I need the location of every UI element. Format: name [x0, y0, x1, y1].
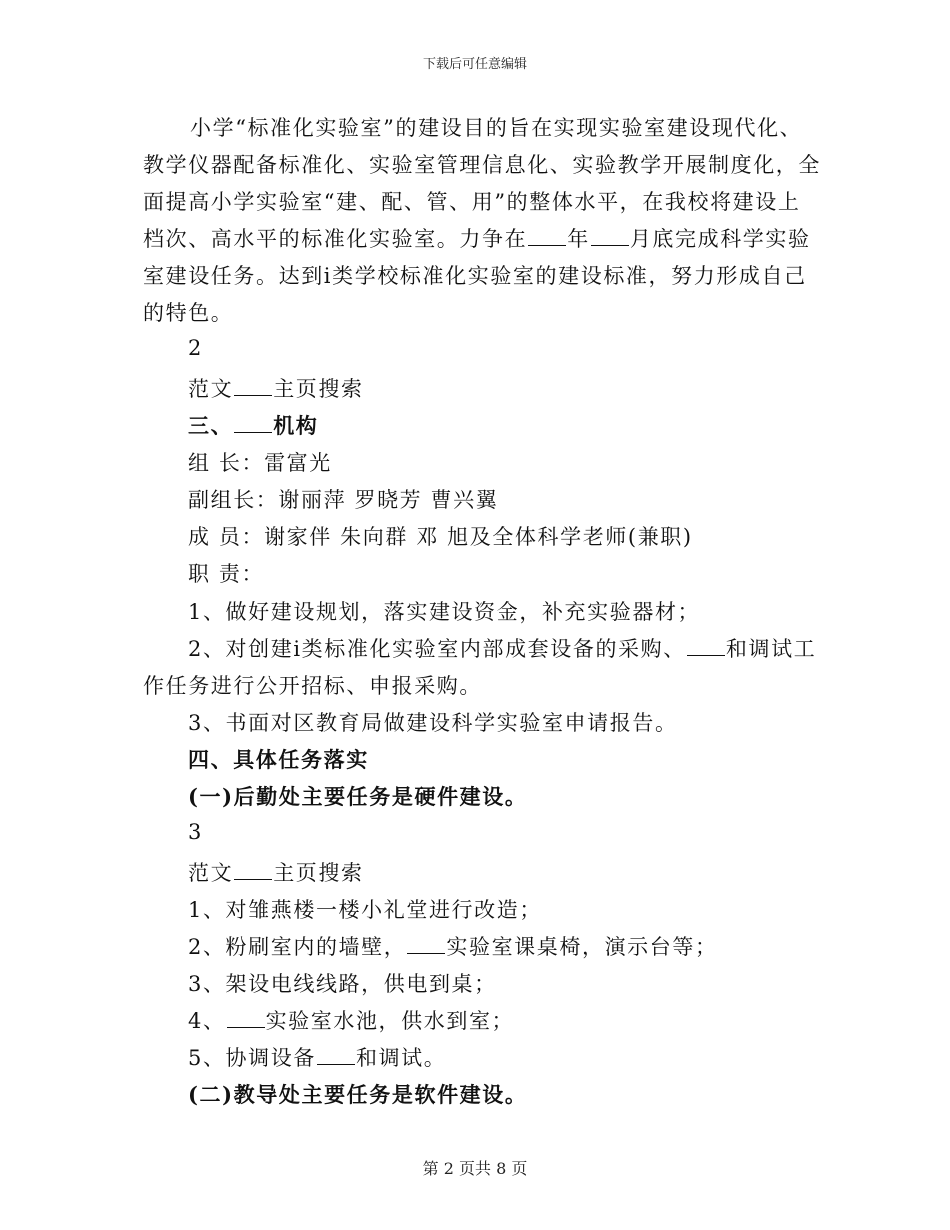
section-3-heading: [188, 410, 318, 440]
blank-duty-2: [687, 637, 725, 656]
search-label-2: 主页搜索: [273, 861, 364, 885]
duty-1: 1、做好建设规划，落实建设资金，补充实验器材；: [188, 600, 701, 624]
task-2-part-b: 实验室课桌椅，演示台等；: [446, 935, 718, 959]
intro-line-6: 的特色。: [143, 301, 234, 325]
page-marker-search: [188, 373, 364, 403]
intro-line-1: 小学“标准化实验室”的建设目的旨在实现实验室建设现代化、: [190, 116, 803, 140]
blank-month: [591, 227, 629, 246]
intro-line-4-part-a: 档次、高水平的标准化实验室。力争在: [143, 227, 528, 251]
members-line: 成 员：谢家伴 朱向群 邓 旭及全体科学老师(兼职): [188, 525, 693, 549]
blank-year: [528, 227, 566, 246]
blank-search-2: [234, 861, 272, 880]
subsection-1-heading: (一)后勤处主要任务是硬件建设。: [188, 784, 528, 809]
blank-section-3: [234, 414, 272, 433]
page-footer: 第 2 页共 8 页: [422, 1159, 528, 1178]
task-3: 3、架设电线线路，供电到桌；: [188, 972, 497, 996]
task-2: [188, 931, 718, 961]
task-4: [188, 1005, 514, 1035]
subsection-2-heading: (二)教导处主要任务是软件建设。: [188, 1082, 528, 1107]
section-3-prefix: 三、: [188, 413, 234, 438]
deputy-line: 副组长：谢丽萍 罗晓芳 曹兴翼: [188, 488, 499, 512]
fanwen-label-2: 范文: [188, 861, 234, 885]
duty-2-part-b: 和调试工: [725, 637, 817, 661]
task-5-part-b: 和调试。: [355, 1046, 447, 1070]
fanwen-label: 范文: [188, 377, 234, 401]
duty-2: [188, 633, 816, 663]
duties-label: 职 责：: [188, 562, 265, 586]
blank-task-2: [407, 935, 445, 954]
duty-2-part-a: 2、对创建ⅰ类标准化实验室内部成套设备的采购、: [188, 637, 686, 661]
blank-task-4: [227, 1009, 265, 1028]
intro-line-4-part-c: 月底完成科学实验: [629, 227, 811, 251]
task-4-part-b: 实验室水池，供水到室；: [265, 1009, 515, 1033]
section-4-heading: 四、具体任务落实: [188, 747, 369, 772]
intro-line-3: 面提高小学实验室“建、配、管、用”的整体水平，在我校将建设上: [143, 190, 801, 214]
section-3-title: 机构: [273, 413, 319, 438]
intro-line-4: [143, 223, 811, 253]
intro-line-4-part-b: 年: [567, 227, 590, 251]
task-4-part-a: 4、: [188, 1009, 226, 1033]
page-marker-search-2: [188, 857, 364, 887]
page-marker-number: 2: [188, 336, 203, 360]
intro-line-2: 教学仪器配备标准化、实验室管理信息化、实验教学开展制度化，全: [143, 153, 821, 177]
page-header: 下载后可任意编辑: [422, 57, 527, 72]
search-label: 主页搜索: [273, 377, 364, 401]
task-1: 1、对雏燕楼一楼小礼堂进行改造；: [188, 898, 542, 922]
task-2-part-a: 2、粉刷室内的墙壁，: [188, 935, 407, 959]
leader-line: 组 长：雷富光: [188, 451, 332, 475]
duty-2-continued: 作任务进行公开招标、申报采购。: [143, 674, 482, 698]
task-5: [188, 1042, 446, 1072]
task-5-part-a: 5、协调设备: [188, 1046, 316, 1070]
intro-line-5: 室建设任务。达到ⅰ类学校标准化实验室的建设标准，努力形成自己: [143, 264, 807, 288]
blank-search: [234, 377, 272, 396]
blank-task-5: [317, 1046, 355, 1065]
duty-3: 3、书面对区教育局做建设科学实验室申请报告。: [188, 711, 678, 735]
page-marker-number-2: 3: [188, 820, 203, 844]
